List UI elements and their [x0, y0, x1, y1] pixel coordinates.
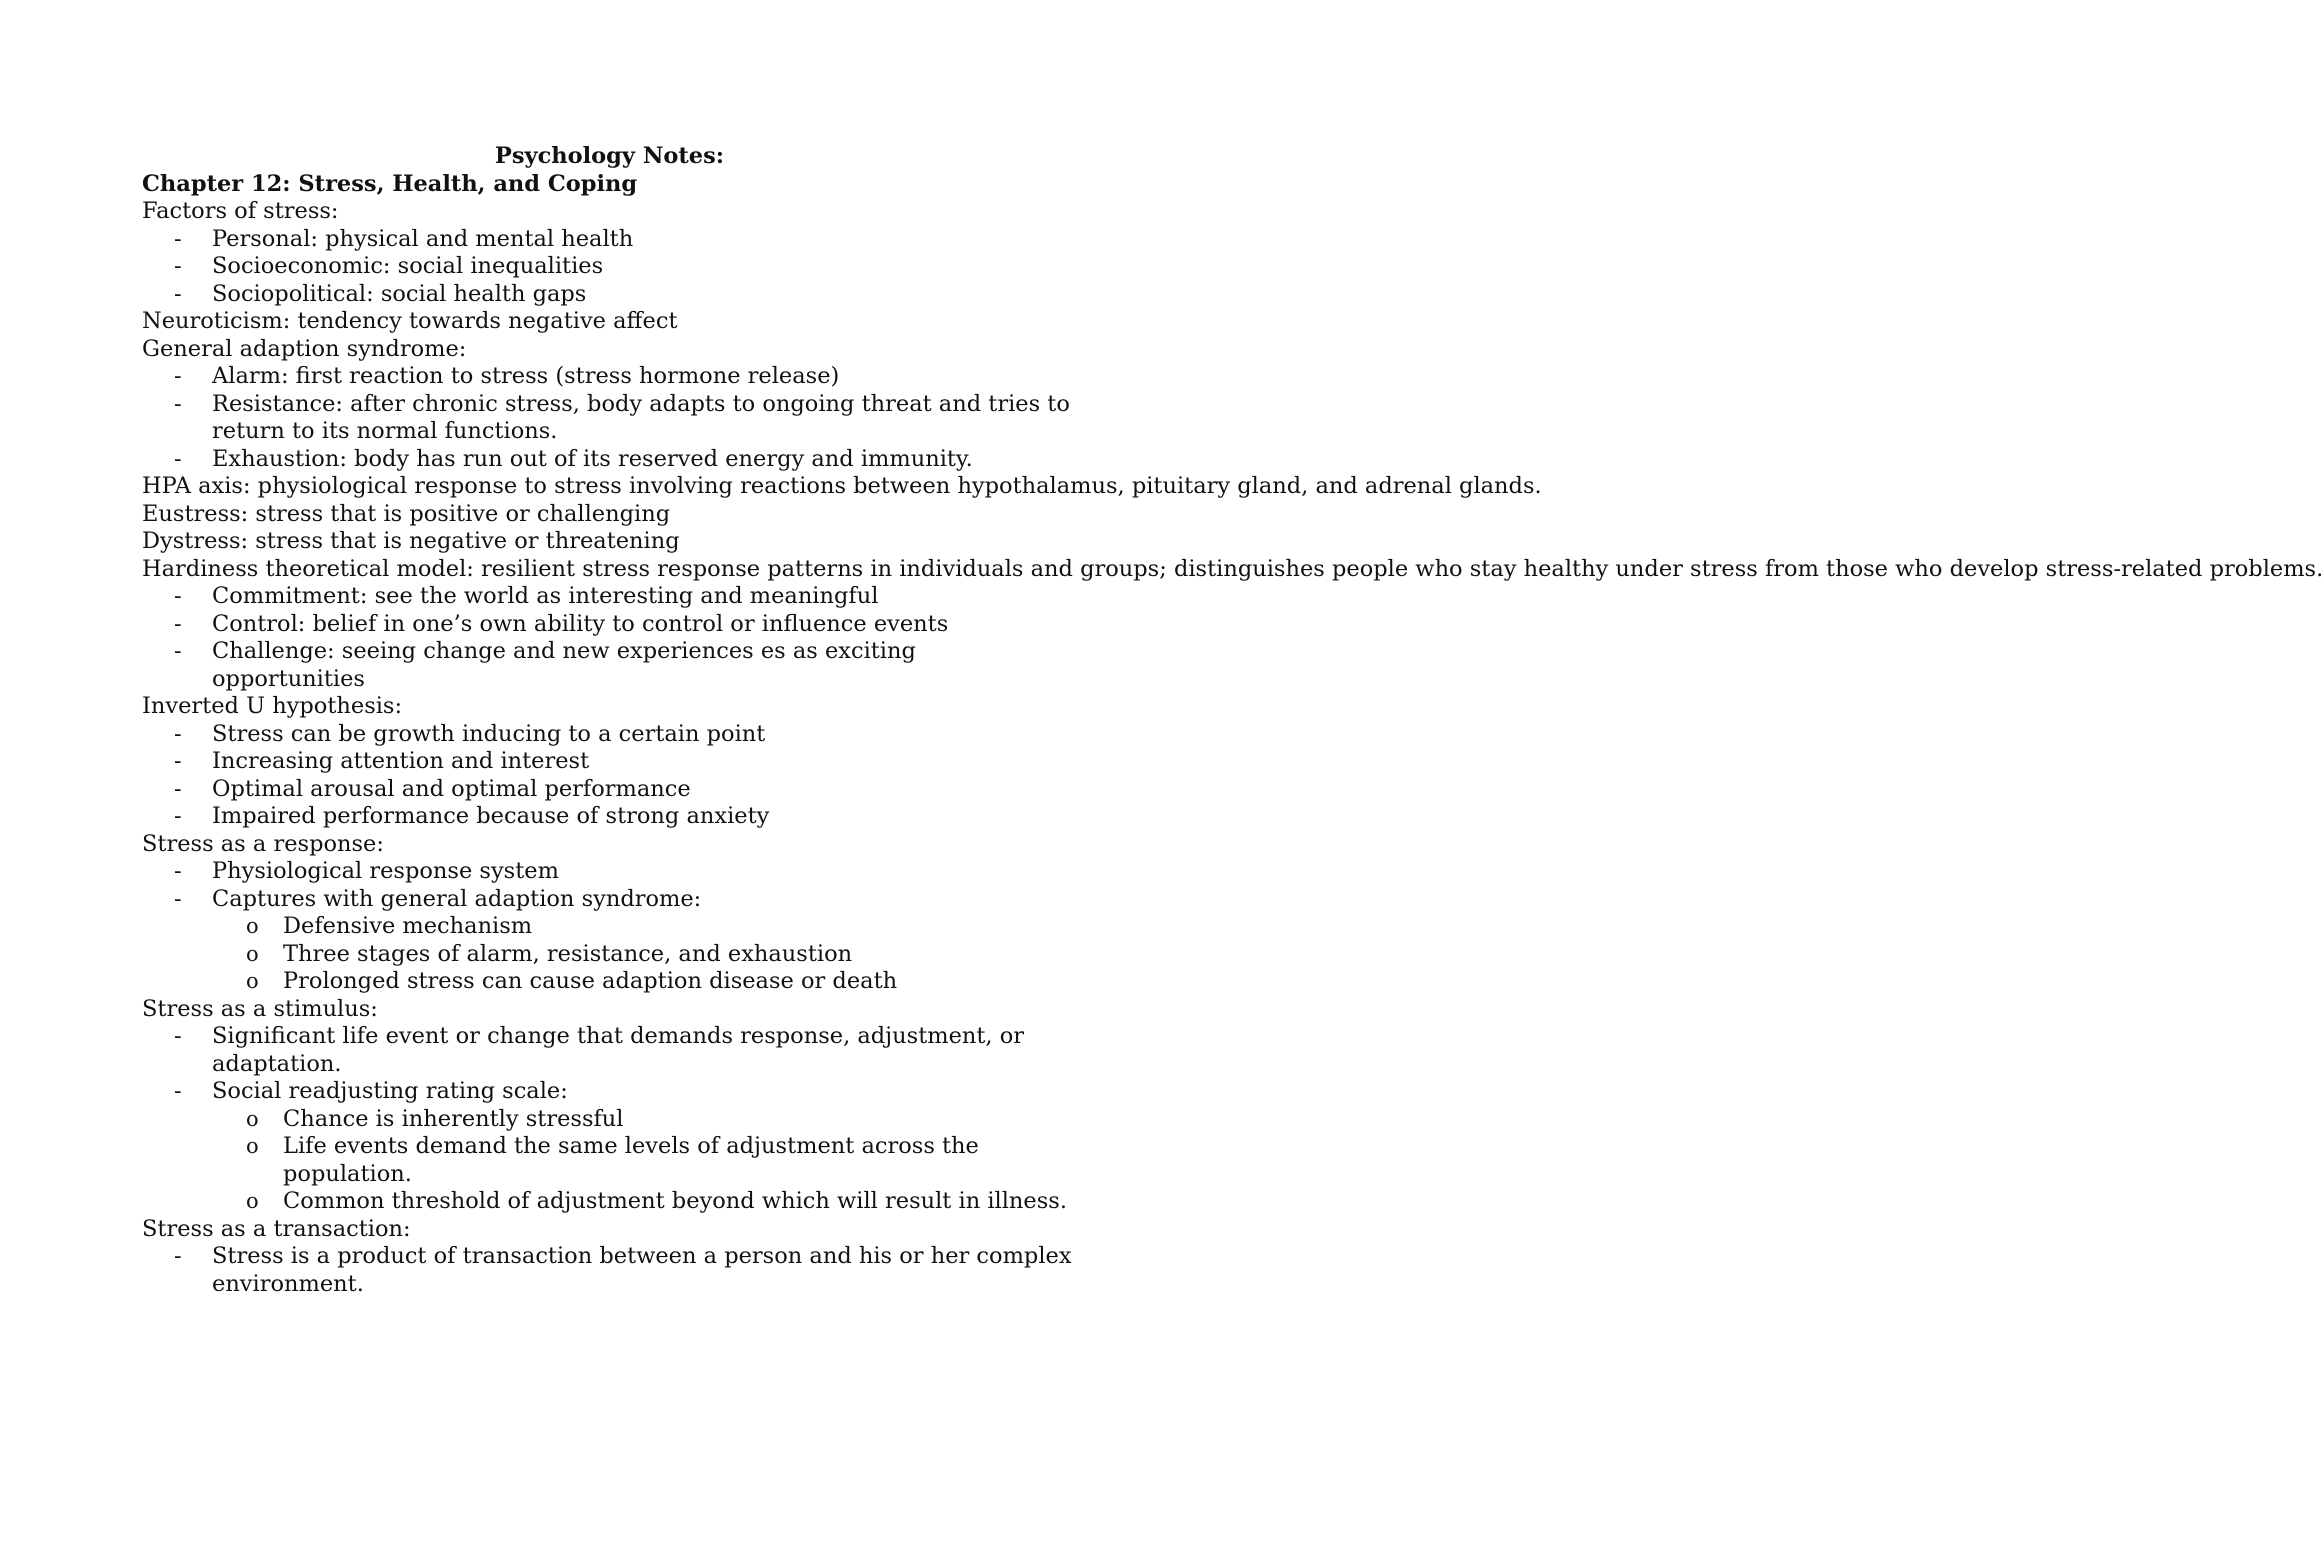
bullet-item — [142, 886, 1072, 914]
bullet-item — [142, 583, 1072, 611]
bullet-text: Personal: physical and mental health — [212, 225, 634, 252]
bullet-text: Prolonged stress can cause adaption disease or death — [283, 968, 898, 994]
dash-bullet-icon: - — [174, 748, 182, 774]
bullet-item — [142, 1243, 1072, 1298]
dash-bullet-icon: - — [174, 363, 182, 389]
bullet-item — [142, 776, 1072, 804]
dash-bullet-icon: - — [174, 720, 182, 747]
sub-bullet-item — [142, 913, 1072, 941]
bullet-item — [142, 803, 1072, 831]
sub-bullet-item — [142, 1188, 1072, 1216]
section-heading: Hardiness theoretical model: resilient stress response patterns in individuals and groups; distinguishes people who stay healthy under stress from those who develop stress-related problems. — [142, 555, 2323, 582]
sub-bullet-item — [142, 941, 1072, 969]
bullet-item — [142, 1023, 1072, 1078]
bullet-item — [142, 748, 1072, 776]
sub-bullet-item — [142, 1133, 1072, 1188]
circle-bullet-icon: o — [246, 1106, 259, 1131]
circle-bullet-icon: o — [246, 941, 259, 966]
bullet-item — [142, 611, 1072, 639]
bullet-item — [142, 281, 1072, 309]
chapter-heading: Chapter 12: Stress, Health, and Coping — [142, 170, 638, 197]
dash-bullet-icon: - — [174, 253, 182, 279]
bullet-text: Challenge: seeing change and new experiences es as exciting opportunities — [212, 638, 916, 692]
circle-bullet-icon: o — [246, 1134, 259, 1158]
dash-bullet-icon: - — [174, 1078, 182, 1104]
bullet-item — [142, 721, 1072, 749]
bullet-text: Resistance: after chronic stress, body adapts to ongoing threat and tries to return to its normal functions. — [212, 390, 1070, 444]
section-heading: Inverted U hypothesis: — [142, 693, 403, 719]
bullet-text: Control: belief in one’s own ability to control or influence events — [212, 610, 949, 637]
bullet-text: Social readjusting rating scale: — [212, 1078, 568, 1104]
bullet-text: Defensive mechanism — [283, 913, 533, 939]
dash-bullet-icon: - — [174, 583, 182, 609]
section-heading: Eustress: stress that is positive or challenging — [142, 500, 671, 527]
bullet-text: Increasing attention and interest — [212, 748, 590, 774]
bullet-text: Sociopolitical: social health gaps — [212, 280, 587, 307]
section-heading: Stress as a transaction: — [142, 1215, 411, 1242]
bullet-item — [142, 1078, 1072, 1106]
section-heading: Stress as a response: — [142, 830, 384, 857]
bullet-text: Impaired performance because of strong anxiety — [212, 803, 770, 829]
bullet-text: Life events demand the same levels of adjustment across the population. — [283, 1133, 979, 1187]
bullet-text: Commitment: see the world as interesting and meaningful — [212, 583, 879, 609]
dash-bullet-icon: - — [174, 610, 182, 637]
sub-bullet-item — [142, 968, 1072, 996]
notes-list — [142, 198, 2323, 1298]
bullet-text: Stress is a product of transaction between a person and his or her complex environment. — [212, 1243, 1072, 1297]
circle-bullet-icon: o — [246, 969, 259, 993]
bullet-item — [142, 363, 1072, 391]
bullet-text: Socioeconomic: social inequalities — [212, 253, 604, 279]
dash-bullet-icon: - — [174, 775, 182, 802]
bullet-text: Significant life event or change that demands response, adjustment, or adaptation. — [212, 1023, 1025, 1077]
dash-bullet-icon: - — [174, 225, 182, 252]
section-heading: Factors of stress: — [142, 198, 339, 224]
dash-bullet-icon: - — [174, 445, 182, 472]
document-title: Psychology Notes: — [494, 143, 725, 169]
bullet-text: Three stages of alarm, resistance, and exhaustion — [283, 940, 853, 967]
dash-bullet-icon: - — [174, 1023, 182, 1049]
bullet-item — [142, 226, 1072, 254]
circle-bullet-icon: o — [246, 1189, 259, 1213]
bullet-text: Alarm: first reaction to stress (stress hormone release) — [212, 363, 840, 389]
bullet-text: Stress can be growth inducing to a certain point — [212, 720, 766, 747]
bullet-text: Captures with general adaption syndrome: — [212, 885, 702, 912]
bullet-text: Physiological response system — [212, 858, 559, 884]
section-heading: Neuroticism: tendency towards negative affect — [142, 308, 678, 334]
section-heading: General adaption syndrome: — [142, 335, 467, 362]
dash-bullet-icon: - — [174, 885, 182, 912]
dash-bullet-icon: - — [174, 1243, 182, 1269]
circle-bullet-icon: o — [246, 914, 259, 938]
sub-bullet-item — [142, 1106, 1072, 1134]
bullet-item — [142, 253, 1072, 281]
bullet-item — [142, 638, 1072, 693]
dash-bullet-icon: - — [174, 638, 182, 664]
bullet-item — [142, 446, 1072, 474]
bullet-item — [142, 391, 1072, 446]
bullet-text: Optimal arousal and optimal performance — [212, 775, 691, 802]
document-body — [142, 143, 2323, 1298]
section-heading: HPA axis: physiological response to stress involving reactions between hypothalamus, pituitary gland, and adrenal glands. — [142, 473, 1542, 499]
bullet-text: Chance is inherently stressful — [283, 1105, 624, 1132]
dash-bullet-icon: - — [174, 858, 182, 884]
bullet-text: Common threshold of adjustment beyond which will result in illness. — [283, 1188, 1067, 1214]
dash-bullet-icon: - — [174, 390, 182, 417]
section-heading: Dystress: stress that is negative or threatening — [142, 528, 680, 554]
section-heading: Stress as a stimulus: — [142, 995, 378, 1022]
bullet-text: Exhaustion: body has run out of its reserved energy and immunity. — [212, 445, 973, 472]
dash-bullet-icon: - — [174, 280, 182, 307]
dash-bullet-icon: - — [174, 803, 182, 829]
bullet-item — [142, 858, 1072, 886]
